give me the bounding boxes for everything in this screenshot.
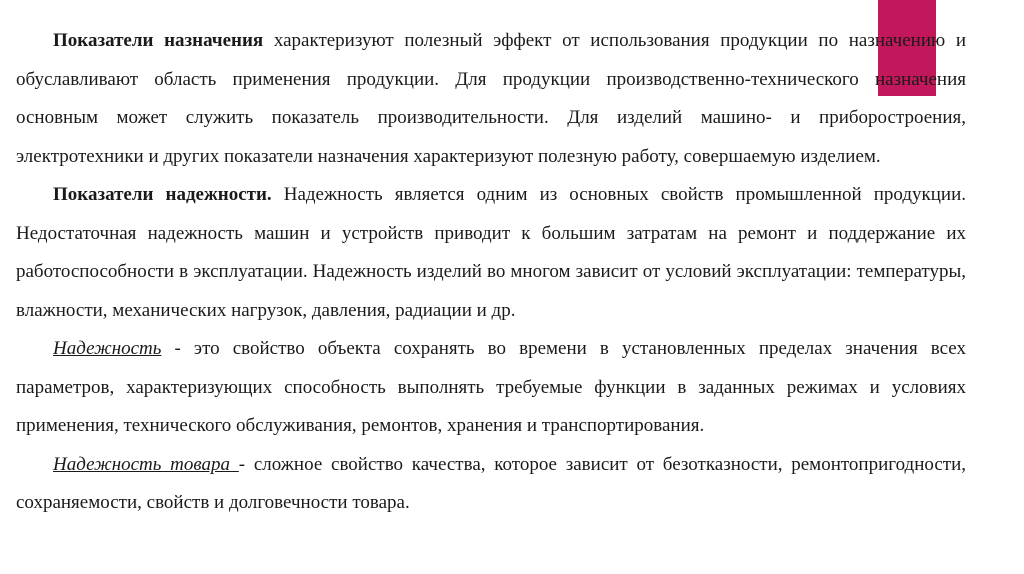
paragraph-text: Надежность является одним из основных свойств промышленной продукции. Недостаточная надежность машин и устройств приводит к большим затратам на ремонт и поддержание их работоспособности в эксплуатации. Надежность изделий во многом зависит от условий эксплуатации: температуры, влажности, механических нагрузок, давления, радиации и др. <box>16 184 966 321</box>
paragraph-purpose-indicators <box>16 22 966 176</box>
paragraph-text: характеризуют полезный эффект от использования продукции по назначению и обуславливают область применения продукции. Для продукции производственно-технического назначения основным может служить показатель производительности. Для изделий машино- и приборостроения, электротехники и других показатели назначения характеризуют полезную работу, совершаемую изделием. <box>16 30 966 167</box>
paragraph-lead: Показатели надежности. <box>53 184 272 205</box>
paragraph-text: - сложное свойство качества, которое зависит от безотказности, ремонтопригодности, сохраняемости, свойств и долговечности товара. <box>16 453 966 513</box>
paragraph-reliability-indicators <box>16 176 966 330</box>
paragraph-product-reliability <box>16 446 966 523</box>
paragraph-text: - это свойство объекта сохранять во времени в установленных пределах значения всех параметров, характеризующих способность выполнять требуемые функции в заданных режимах и условиях применения, технического обслуживания, ремонтов, хранения и транспортирования. <box>16 338 966 436</box>
term-reliability: Надежность <box>53 338 162 359</box>
paragraph-lead: Показатели назначения <box>53 30 264 51</box>
paragraph-reliability-definition <box>16 330 966 446</box>
term-product-reliability: Надежность товара <box>53 453 239 475</box>
text-body <box>16 22 966 523</box>
